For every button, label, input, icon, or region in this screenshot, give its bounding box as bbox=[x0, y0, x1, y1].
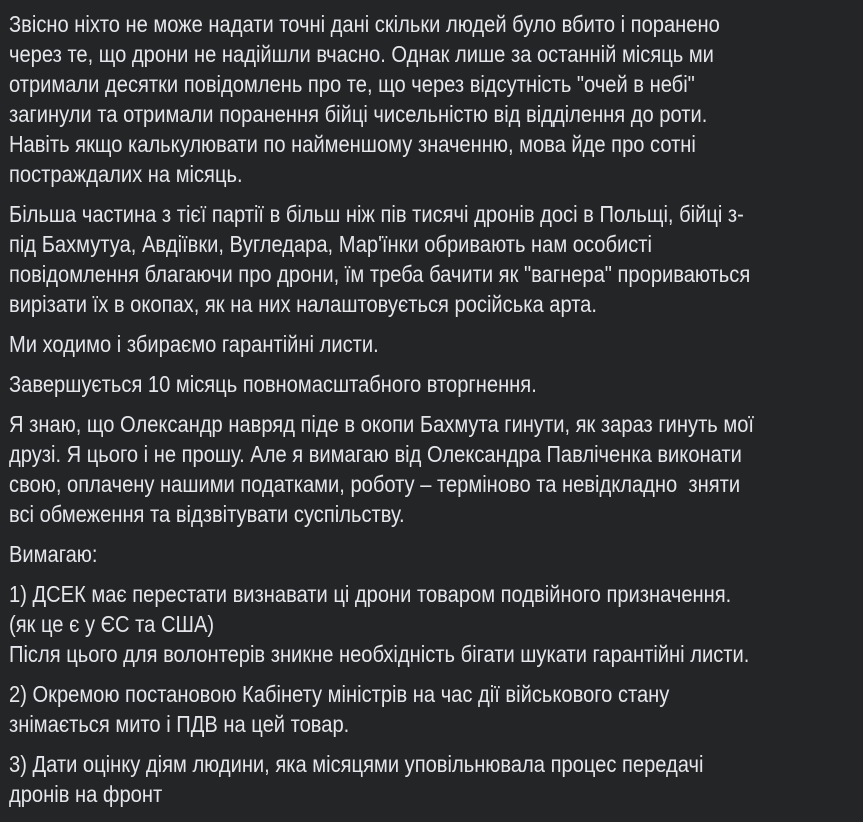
text-line: під Бахмутуа, Авдіївки, Вугледара, Мар'їнки обривають нам особисті bbox=[9, 231, 652, 257]
paragraph bbox=[9, 199, 855, 319]
text-line: всі обмеження та відзвітувати суспільству. bbox=[9, 501, 405, 527]
text-line: 2) Окремою постановою Кабінету міністрів на час дії військового стану bbox=[9, 681, 670, 707]
paragraph bbox=[9, 329, 855, 359]
paragraph bbox=[9, 9, 855, 189]
text-line: дронів на фронт bbox=[9, 781, 163, 807]
text-line: Ми ходимо і збираємо гарантійні листи. bbox=[9, 331, 379, 357]
text-line: свою, оплачену нашими податками, роботу – терміново та невідкладно зняти bbox=[9, 471, 741, 497]
text-line: повідомлення благаючи про дрони, їм треба бачити як "вагнера" прориваються bbox=[9, 261, 751, 287]
text-line: Звісно ніхто не може надати точні дані скільки людей було вбито і поранено bbox=[9, 11, 720, 37]
paragraph bbox=[9, 679, 855, 739]
text-line: друзі. Я цього і не прошу. Але я вимагаю від Олександра Павліченка виконати bbox=[9, 441, 742, 467]
paragraph bbox=[9, 409, 855, 529]
text-line: 1) ДСЕК має перестати визнавати ці дрони товаром подвійного призначення. bbox=[9, 581, 732, 607]
paragraph bbox=[9, 539, 855, 569]
text-line: отримали десятки повідомлень про те, що через відсутність "очей в небі" bbox=[9, 71, 695, 97]
paragraph bbox=[9, 579, 855, 669]
text-line: постраждалих на місяць. bbox=[9, 161, 243, 187]
text-line: Вимагаю: bbox=[9, 541, 98, 567]
text-line: через те, що дрони не надійшли вчасно. Однак лише за останній місяць ми bbox=[9, 41, 714, 67]
text-line: загинули та отримали поранення бійці чисельністю від відділення до роти. bbox=[9, 101, 708, 127]
text-line: Завершується 10 місяць повномасштабного вторгнення. bbox=[9, 371, 537, 397]
text-line: (як це є у ЄС та США) bbox=[9, 611, 215, 637]
text-line: вирізати їх в окопах, як на них налаштовується російська арта. bbox=[9, 291, 597, 317]
text-line: Більша частина з тієї партії в більш ніж пів тисячі дронів досі в Польщі, бійці з- bbox=[9, 201, 744, 227]
text-line: Я знаю, що Олександр навряд піде в окопи Бахмута гинути, як зараз гинуть мої bbox=[9, 411, 754, 437]
paragraph bbox=[9, 749, 855, 809]
paragraph bbox=[9, 369, 855, 399]
text-line: 3) Дати оцінку діям людини, яка місяцями уповільнювала процес передачі bbox=[9, 751, 704, 777]
text-line: Після цього для волонтерів зникне необхідність бігати шукати гарантійні листи. bbox=[9, 641, 750, 667]
text-line: Навіть якщо калькулювати по найменшому значенню, мова йде про сотні bbox=[9, 131, 696, 157]
text-line: знімається мито і ПДВ на цей товар. bbox=[9, 711, 350, 737]
